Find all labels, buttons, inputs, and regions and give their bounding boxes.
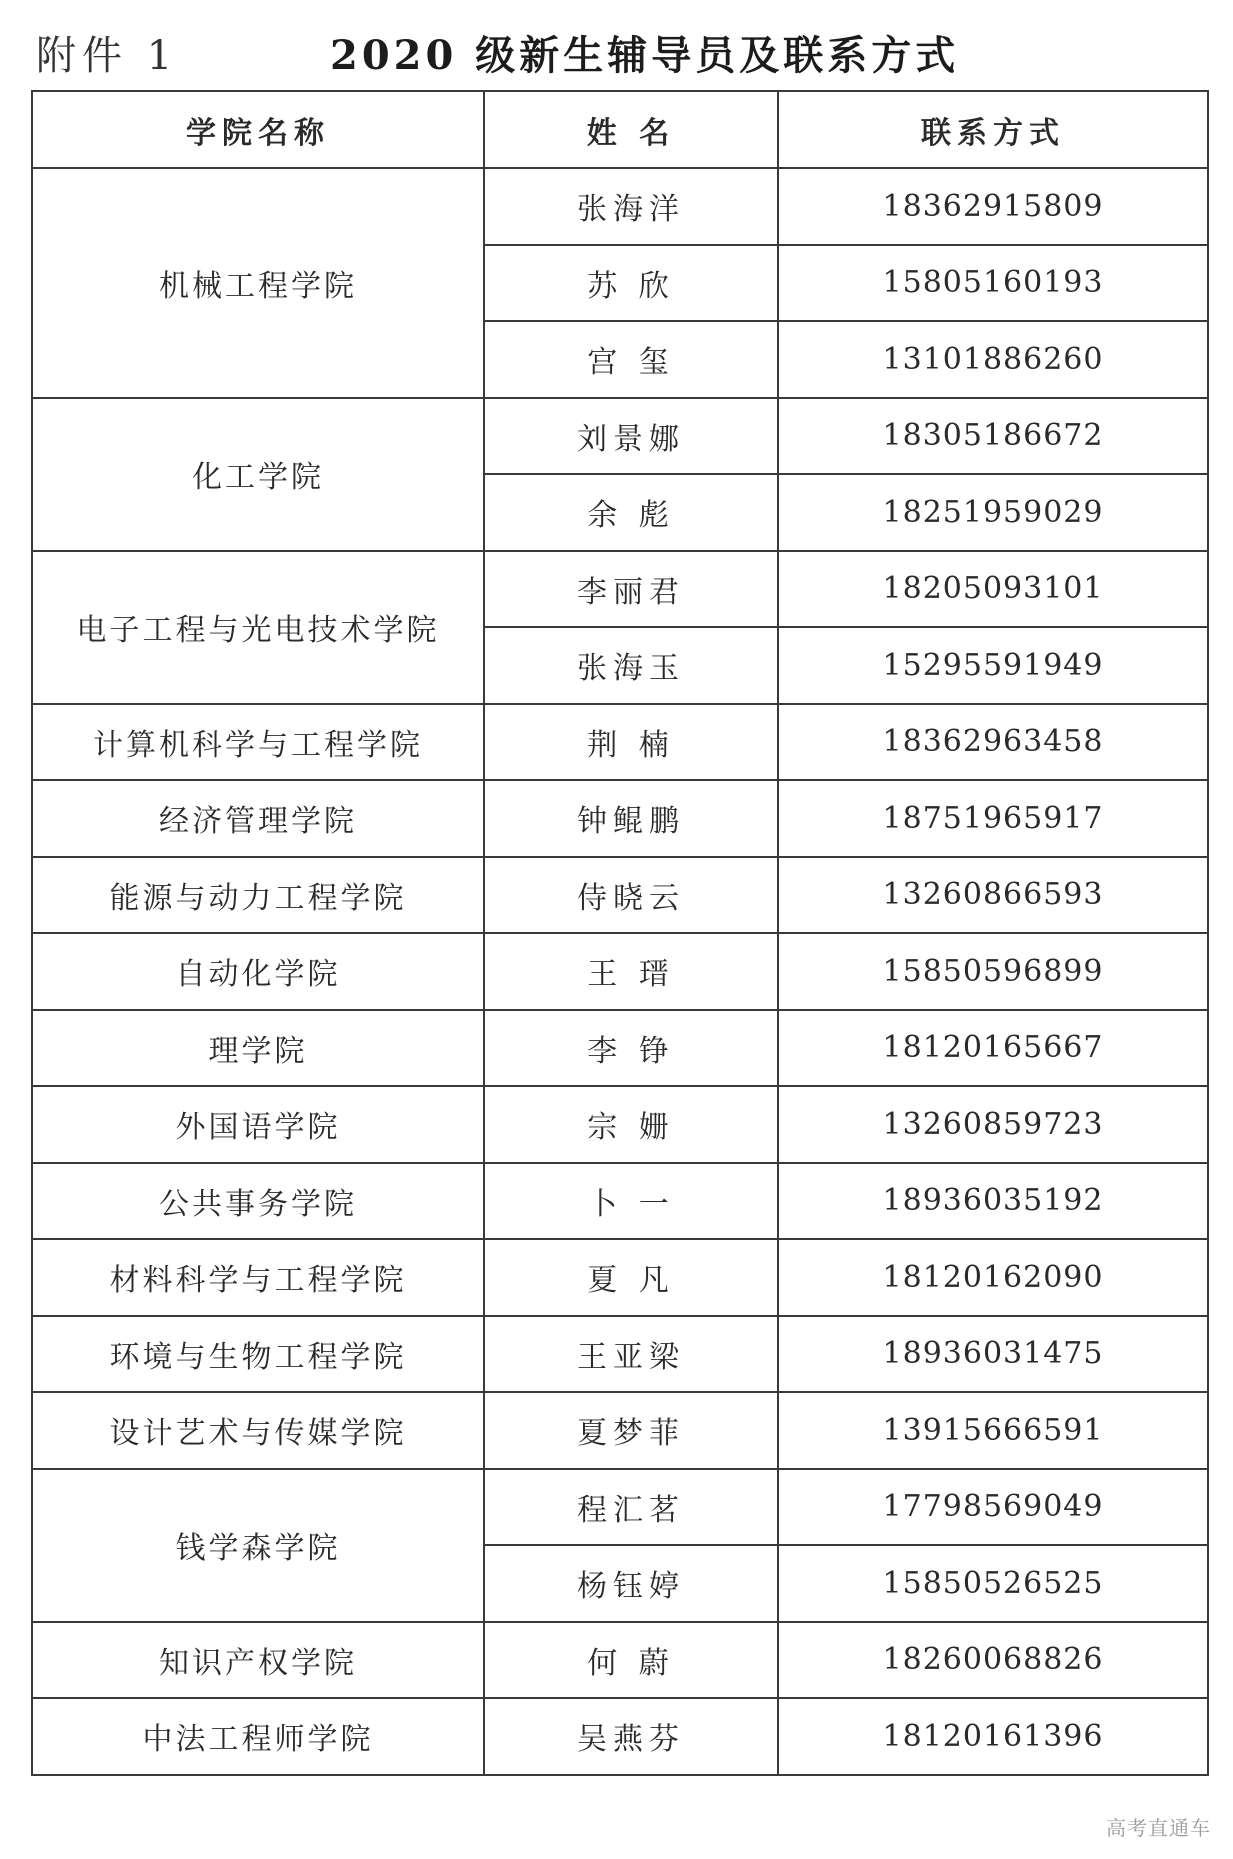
table-row — [32, 933, 1208, 1010]
college-cell: 设计艺术与传媒学院 — [32, 1392, 484, 1469]
college-cell: 经济管理学院 — [32, 780, 484, 857]
college-cell: 外国语学院 — [32, 1086, 484, 1163]
table-header-row — [32, 91, 1208, 168]
counselor-name-cell: 杨钰婷 — [484, 1545, 778, 1622]
counselor-name-cell: 荆 楠 — [484, 704, 778, 781]
table-row — [32, 1010, 1208, 1087]
counselor-name-cell: 吴燕芬 — [484, 1698, 778, 1775]
college-cell: 环境与生物工程学院 — [32, 1316, 484, 1393]
table-row — [32, 780, 1208, 857]
counselor-name-cell: 宫 玺 — [484, 321, 778, 398]
counselor-name-cell: 李丽君 — [484, 551, 778, 628]
phone-cell: 18120161396 — [778, 1698, 1208, 1775]
college-cell: 材料科学与工程学院 — [32, 1239, 484, 1316]
column-header-name: 姓 名 — [484, 91, 778, 168]
watermark: 高考直通车 — [1106, 1816, 1211, 1840]
column-header-college: 学院名称 — [32, 91, 484, 168]
phone-cell: 18751965917 — [778, 780, 1208, 857]
table-row — [32, 398, 1208, 475]
phone-cell: 18120162090 — [778, 1239, 1208, 1316]
document-title: 2020 级新生辅导员及联系方式 — [330, 32, 960, 79]
college-cell: 计算机科学与工程学院 — [32, 704, 484, 781]
phone-cell: 18251959029 — [778, 474, 1208, 551]
phone-cell: 15850526525 — [778, 1545, 1208, 1622]
table-row — [32, 168, 1208, 245]
college-cell: 知识产权学院 — [32, 1622, 484, 1699]
table-body — [32, 168, 1208, 1775]
college-cell: 电子工程与光电技术学院 — [32, 551, 484, 704]
college-cell: 能源与动力工程学院 — [32, 857, 484, 934]
table-row — [32, 1622, 1208, 1699]
table-row — [32, 1163, 1208, 1240]
college-cell: 公共事务学院 — [32, 1163, 484, 1240]
phone-cell: 13915666591 — [778, 1392, 1208, 1469]
counselor-name-cell: 程汇茗 — [484, 1469, 778, 1546]
counselor-name-cell: 夏 凡 — [484, 1239, 778, 1316]
college-cell: 机械工程学院 — [32, 168, 484, 398]
counselor-name-cell: 张海洋 — [484, 168, 778, 245]
table-row — [32, 1086, 1208, 1163]
table-row — [32, 1469, 1208, 1546]
phone-cell: 18205093101 — [778, 551, 1208, 628]
phone-cell: 13101886260 — [778, 321, 1208, 398]
attachment-label: 附件 1 — [36, 33, 179, 79]
counselor-name-cell: 宗 姗 — [484, 1086, 778, 1163]
phone-cell: 15295591949 — [778, 627, 1208, 704]
college-cell: 自动化学院 — [32, 933, 484, 1010]
counselor-table — [31, 90, 1209, 1776]
phone-cell: 18936035192 — [778, 1163, 1208, 1240]
college-cell: 化工学院 — [32, 398, 484, 551]
column-header-contact: 联系方式 — [778, 91, 1208, 168]
table-row — [32, 857, 1208, 934]
counselor-name-cell: 李 铮 — [484, 1010, 778, 1087]
phone-cell: 13260859723 — [778, 1086, 1208, 1163]
phone-cell: 18362915809 — [778, 168, 1208, 245]
counselor-name-cell: 苏 欣 — [484, 245, 778, 322]
phone-cell: 18260068826 — [778, 1622, 1208, 1699]
phone-cell: 17798569049 — [778, 1469, 1208, 1546]
table-row — [32, 1392, 1208, 1469]
table-row — [32, 1698, 1208, 1775]
phone-cell: 18362963458 — [778, 704, 1208, 781]
document-header — [30, 18, 1210, 78]
table-row — [32, 551, 1208, 628]
counselor-name-cell: 王 瑨 — [484, 933, 778, 1010]
counselor-name-cell: 钟鲲鹏 — [484, 780, 778, 857]
table-row — [32, 1239, 1208, 1316]
phone-cell: 15805160193 — [778, 245, 1208, 322]
counselor-name-cell: 夏梦菲 — [484, 1392, 778, 1469]
phone-cell: 13260866593 — [778, 857, 1208, 934]
phone-cell: 18936031475 — [778, 1316, 1208, 1393]
table-row — [32, 704, 1208, 781]
counselor-name-cell: 何 蔚 — [484, 1622, 778, 1699]
counselor-name-cell: 刘景娜 — [484, 398, 778, 475]
counselor-name-cell: 侍晓云 — [484, 857, 778, 934]
phone-cell: 18120165667 — [778, 1010, 1208, 1087]
table-row — [32, 1316, 1208, 1393]
college-cell: 中法工程师学院 — [32, 1698, 484, 1775]
counselor-name-cell: 卜 一 — [484, 1163, 778, 1240]
counselor-name-cell: 王亚梁 — [484, 1316, 778, 1393]
college-cell: 钱学森学院 — [32, 1469, 484, 1622]
counselor-name-cell: 张海玉 — [484, 627, 778, 704]
phone-cell: 15850596899 — [778, 933, 1208, 1010]
college-cell: 理学院 — [32, 1010, 484, 1087]
counselor-name-cell: 余 彪 — [484, 474, 778, 551]
phone-cell: 18305186672 — [778, 398, 1208, 475]
